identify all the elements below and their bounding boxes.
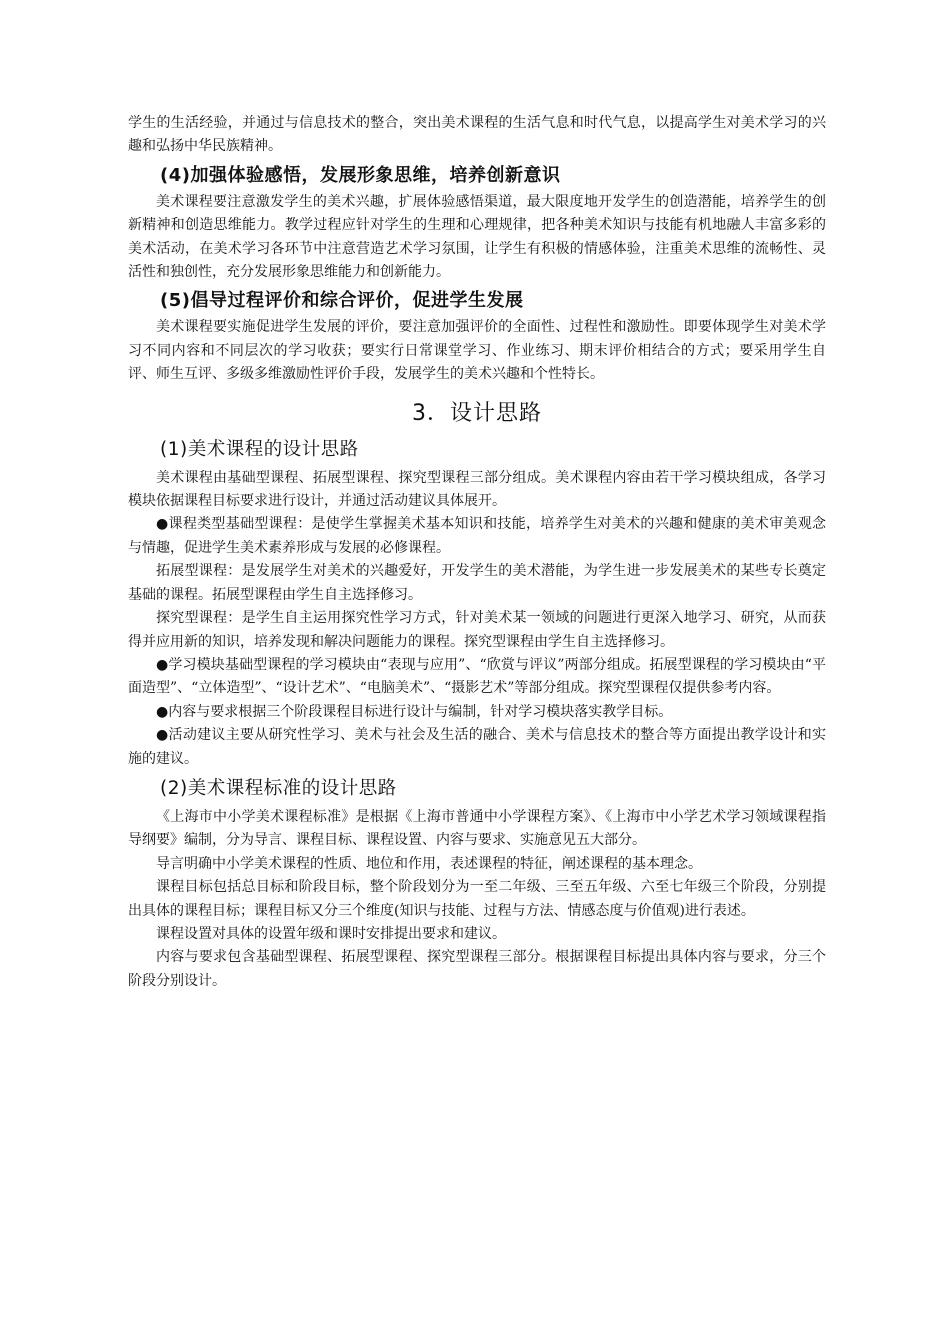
- sub1-paragraph: ●课程类型基础型课程：是使学生掌握美术基本知识和技能，培养学生对美术的兴趣和健康的美术审美观念与情趣，促进学生美术素养形成与发展的必修课程。: [128, 516, 826, 556]
- page-content: [128, 112, 826, 993]
- section-title: 3．设计思路: [412, 400, 542, 426]
- sub1-paragraph: ●学习模块基础型课程的学习模块由“表现与应用”、“欣赏与评议”两部分组成。拓展型课程的学习模块由“平面造型”、“立体造型”、“设计艺术”、“电脑美术”、“摄影艺术”等部分组成。探究型课程仅提供参考内容。: [128, 656, 826, 697]
- sub1-paragraph: 拓展型课程：是发展学生对美术的兴趣爱好，开发学生的美术潜能，为学生进一步发展美术的某些专长奠定基础的课程。拓展型课程由学生自主选择修习。: [128, 563, 826, 603]
- sub1-paragraph: ●活动建议主要从研究性学习、美术与社会及生活的融合、美术与信息技术的整合等方面提出教学设计和实施的建议。: [128, 727, 826, 767]
- sub2-paragraph: 《上海市中小学美术课程标准》是根据《上海市普通中小学课程方案》、《上海市中小学艺术学习领域课程指导纲要》编制，分为导言、课程目标、课程设置、内容与要求、实施意见五大部分。: [128, 808, 826, 849]
- sub2-paragraph: 导言明确中小学美术课程的性质、地位和作用，表述课程的特征，阐述课程的基本理念。: [156, 855, 702, 872]
- heading-4: (4)加强体验感悟，发展形象思维，培养创新意识: [160, 164, 561, 186]
- sub1-paragraph: ●内容与要求根据三个阶段课程目标进行设计与编制，针对学习模块落实教学目标。: [156, 703, 673, 720]
- sub1-paragraph: 探究型课程：是学生自主运用探究性学习方式，针对美术某一领域的问题进行更深入地学习、研究，从而获得并应用新的知识，培养发现和解决问题能力的课程。探究型课程由学生自主选择修习。: [128, 610, 826, 650]
- subheading-1: (1)美术课程的设计思路: [160, 438, 359, 460]
- sub2-paragraph: 课程目标包括总目标和阶段目标，整个阶段划分为一至二年级、三至五年级、六至七年级三个阶段，分别提出具体的课程目标；课程目标又分三个维度(知识与技能、过程与方法、情感态度与价值观)进行表述。: [128, 879, 826, 919]
- sub2-paragraph: 内容与要求包含基础型课程、拓展型课程、探究型课程三部分。根据课程目标提出具体内容与要求，分三个阶段分别设计。: [128, 949, 826, 989]
- heading-5: (5)倡导过程评价和综合评价，促进学生发展: [160, 290, 524, 312]
- sub1-paragraph: 美术课程由基础型课程、拓展型课程、探究型课程三部分组成。美术课程内容由若干学习模块组成，各学习模块依据课程目标要求进行设计，并通过活动建议具体展开。: [128, 469, 826, 510]
- sub2-paragraph: 课程设置对具体的设置年级和课时安排提出要求和建议。: [156, 925, 506, 942]
- paragraph-4: 美术课程要注意激发学生的美术兴趣，扩展体验感悟渠道，最大限度地开发学生的创造潜能，培养学生的创新精神和创造思维能力。教学过程应针对学生的生理和心理规律，把各种美术知识与技能有机地融人丰富多彩的美术活动，在美术学习各环节中注意营造艺术学习氛围，让学生有积极的情感体验，注重美术思维的流畅性、灵活性和独创性，充分发展形象思维能力和创新能力。: [128, 193, 826, 281]
- subheading-2: (2)美术课程标准的设计思路: [160, 777, 397, 799]
- paragraph-continued: 学生的生活经验，并通过与信息技术的整合，突出美术课程的生活气息和时代气息，以提高学生对美术学习的兴趣和弘扬中华民族精神。: [128, 115, 826, 155]
- paragraph-5: 美术课程要实施促进学生发展的评价，要注意加强评价的全面性、过程性和激励性。即要体现学生对美术学习不同内容和不同层次的学习收获；要实行日常课堂学习、作业练习、期末评价相结合的方式；要采用学生自评、师生互评、多级多维激励性评价手段，发展学生的美术兴趣和个性特长。: [128, 319, 826, 383]
